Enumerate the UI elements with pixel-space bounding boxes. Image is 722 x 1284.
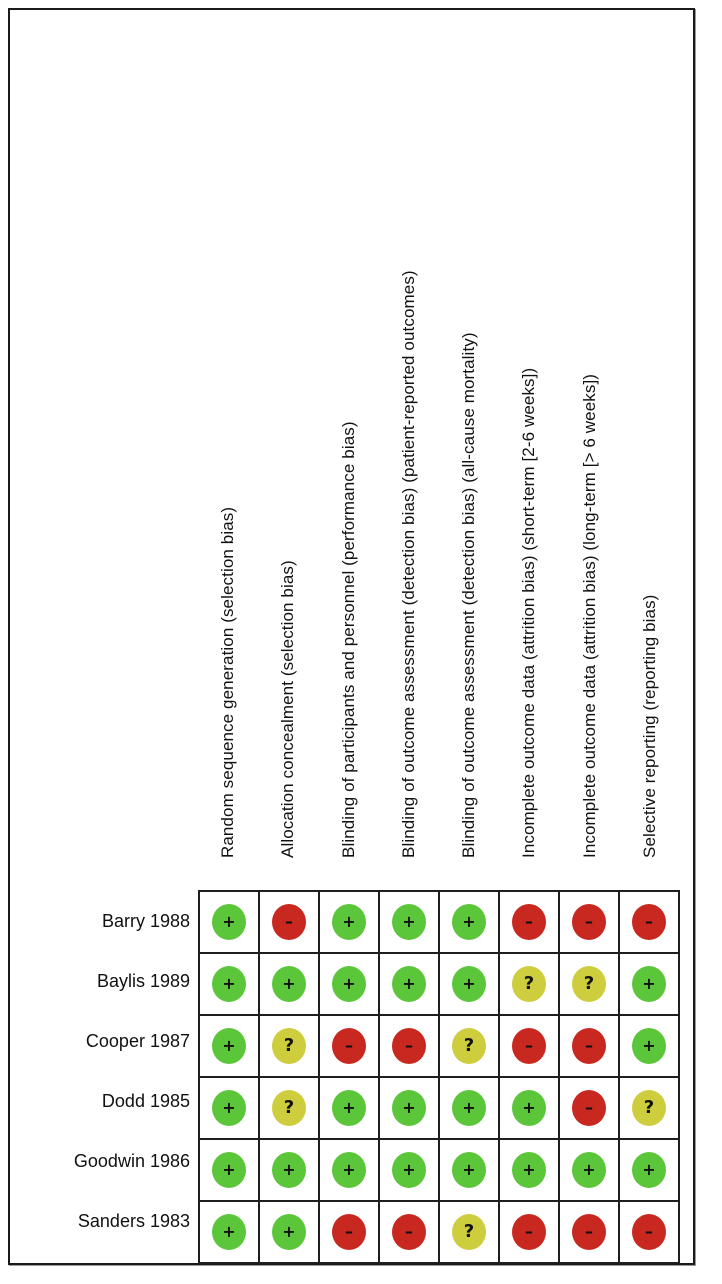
judgement-cell [439, 953, 499, 1015]
risk-of-bias-grid [198, 890, 680, 1264]
judgement-cell [319, 1015, 379, 1077]
high-risk-icon: – [272, 904, 306, 940]
unclear-risk-icon: ? [632, 1090, 666, 1126]
judgement-cell [319, 891, 379, 953]
judgement-cell [379, 891, 439, 953]
table-row [199, 891, 679, 953]
high-risk-icon: – [512, 1214, 546, 1250]
high-risk-icon: – [572, 1028, 606, 1064]
column-header-label: Incomplete outcome data (attrition bias) (long-term [> 6 weeks]) [579, 373, 599, 858]
judgement-cell [559, 953, 619, 1015]
judgement-cell [619, 1015, 679, 1077]
column-header-1 [198, 0, 258, 880]
judgement-cell [439, 1201, 499, 1263]
unclear-risk-icon: ? [512, 966, 546, 1002]
judgement-cell [379, 1139, 439, 1201]
judgement-cell [439, 891, 499, 953]
low-risk-icon: + [512, 1152, 546, 1188]
judgement-cell [619, 891, 679, 953]
high-risk-icon: – [632, 904, 666, 940]
high-risk-icon: – [632, 1214, 666, 1250]
low-risk-icon: + [272, 1152, 306, 1188]
judgement-cell [319, 1077, 379, 1139]
column-header-label: Selective reporting (reporting bias) [639, 594, 659, 858]
low-risk-icon: + [632, 966, 666, 1002]
low-risk-icon: + [332, 1152, 366, 1188]
study-label: Cooper 1987 [85, 1031, 190, 1051]
judgement-cell [379, 1015, 439, 1077]
judgement-cell [199, 1139, 259, 1201]
table-row [199, 1077, 679, 1139]
judgement-cell [379, 1077, 439, 1139]
judgement-cell [259, 1139, 319, 1201]
low-risk-icon: + [332, 904, 366, 940]
judgement-cell [259, 891, 319, 953]
judgement-cell [199, 1015, 259, 1077]
judgement-cell [259, 1077, 319, 1139]
low-risk-icon: + [452, 966, 486, 1002]
unclear-risk-icon: ? [572, 966, 606, 1002]
judgement-cell [619, 953, 679, 1015]
low-risk-icon: + [452, 904, 486, 940]
study-label: Dodd 1985 [101, 1091, 190, 1111]
high-risk-icon: – [332, 1028, 366, 1064]
column-header-label: Incomplete outcome data (attrition bias) (short-term [2-6 weeks]) [519, 367, 539, 858]
column-header-label: Blinding of outcome assessment (detection bias) (all-cause mortality) [459, 332, 478, 858]
judgement-cell [319, 953, 379, 1015]
study-label: Sanders 1983 [77, 1211, 190, 1231]
judgement-cell [619, 1139, 679, 1201]
column-header-3 [319, 0, 379, 880]
low-risk-icon: + [632, 1152, 666, 1188]
column-header-label: Random sequence generation (selection bias) [218, 506, 237, 858]
high-risk-icon: – [332, 1214, 366, 1250]
low-risk-icon: + [212, 1028, 246, 1064]
judgement-cell [379, 953, 439, 1015]
study-label: Baylis 1989 [96, 971, 190, 991]
judgement-cell [499, 1201, 559, 1263]
low-risk-icon: + [392, 904, 426, 940]
low-risk-icon: + [212, 1214, 246, 1250]
high-risk-icon: – [512, 1028, 546, 1064]
high-risk-icon: – [392, 1028, 426, 1064]
judgement-cell [199, 891, 259, 953]
judgement-cell [319, 1201, 379, 1263]
unclear-risk-icon: ? [452, 1028, 486, 1064]
judgement-cell [559, 891, 619, 953]
high-risk-icon: – [572, 904, 606, 940]
judgement-cell [559, 1139, 619, 1201]
low-risk-icon: + [212, 904, 246, 940]
low-risk-icon: + [392, 1090, 426, 1126]
judgement-cell [499, 1139, 559, 1201]
low-risk-icon: + [452, 1090, 486, 1126]
low-risk-icon: + [392, 1152, 426, 1188]
unclear-risk-icon: ? [272, 1090, 306, 1126]
judgement-cell [439, 1077, 499, 1139]
judgement-cell [619, 1077, 679, 1139]
judgement-cell [199, 1077, 259, 1139]
column-header-4 [379, 0, 439, 880]
study-label: Barry 1988 [101, 911, 190, 931]
judgement-cell [499, 1015, 559, 1077]
low-risk-icon: + [332, 1090, 366, 1126]
unclear-risk-icon: ? [272, 1028, 306, 1064]
judgement-cell [319, 1139, 379, 1201]
column-header-label: Blinding of participants and personnel (performance bias) [338, 421, 358, 858]
high-risk-icon: – [512, 904, 546, 940]
table-row [199, 1201, 679, 1263]
column-header-6 [499, 0, 559, 880]
low-risk-icon: + [572, 1152, 606, 1188]
high-risk-icon: – [572, 1214, 606, 1250]
column-header-2 [258, 0, 318, 880]
low-risk-icon: + [392, 966, 426, 1002]
low-risk-icon: + [272, 1214, 306, 1250]
low-risk-icon: + [212, 1152, 246, 1188]
table-row [199, 1015, 679, 1077]
judgement-cell [619, 1201, 679, 1263]
judgement-cell [259, 1201, 319, 1263]
judgement-cell [499, 891, 559, 953]
column-header-5 [439, 0, 499, 880]
low-risk-icon: + [332, 966, 366, 1002]
table-row [199, 953, 679, 1015]
judgement-cell [559, 1015, 619, 1077]
judgement-cell [439, 1015, 499, 1077]
judgement-cell [499, 1077, 559, 1139]
study-label: Goodwin 1986 [73, 1151, 190, 1171]
table-row [199, 1139, 679, 1201]
column-header-label: Blinding of outcome assessment (detection bias) (patient-reported outcomes) [398, 270, 418, 858]
column-header-8 [620, 0, 680, 880]
judgement-cell [379, 1201, 439, 1263]
low-risk-icon: + [452, 1152, 486, 1188]
high-risk-icon: – [572, 1090, 606, 1126]
high-risk-icon: – [392, 1214, 426, 1250]
judgement-cell [439, 1139, 499, 1201]
judgement-cell [199, 1201, 259, 1263]
judgement-cell [199, 953, 259, 1015]
column-header-label: Allocation concealment (selection bias) [278, 560, 298, 858]
column-header-7 [560, 0, 620, 880]
low-risk-icon: + [632, 1028, 666, 1064]
low-risk-icon: + [272, 966, 306, 1002]
low-risk-icon: + [512, 1090, 546, 1126]
low-risk-icon: + [212, 1090, 246, 1126]
judgement-cell [259, 953, 319, 1015]
judgement-cell [559, 1077, 619, 1139]
unclear-risk-icon: ? [452, 1214, 486, 1250]
judgement-cell [559, 1201, 619, 1263]
judgement-cell [499, 953, 559, 1015]
low-risk-icon: + [212, 966, 246, 1002]
judgement-cell [259, 1015, 319, 1077]
